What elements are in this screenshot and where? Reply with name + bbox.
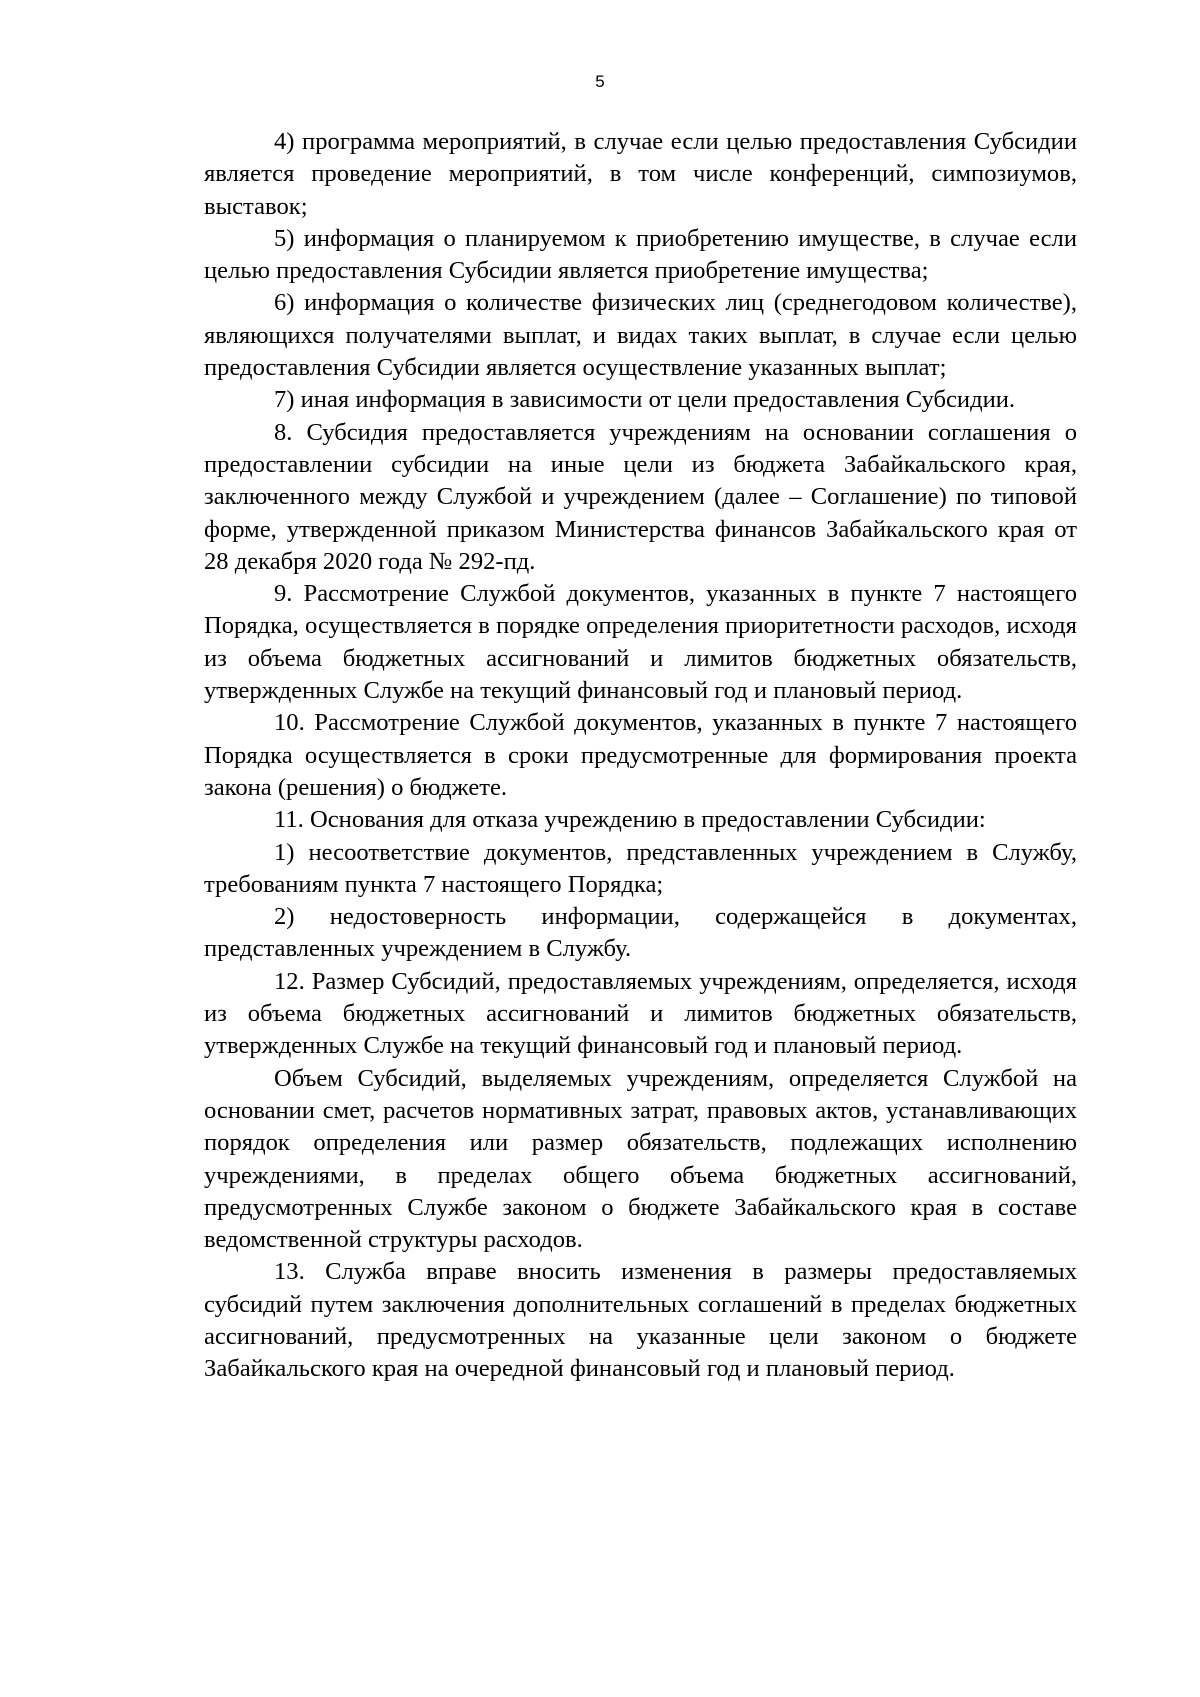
paragraph-item-4: 4) программа мероприятий, в случае если целью предоставления Субсидии является проведение мероприятий, в том числе конференций, симпозиумов, выставок; [204, 128, 1077, 220]
paragraph-item-6: 6) информация о количестве физических лиц (среднегодовом количестве), являющихся получателями выплат, и видах таких выплат, в случае если целью предоставления Субсидии является осуществление указанных выплат; [204, 289, 1077, 382]
paragraph-item-7: 7) иная информация в зависимости от цели предоставления Субсидии. [274, 386, 1016, 414]
paragraph-clause-8: 8. Субсидия предоставляется учреждениям на основании соглашения о предоставлении субсидии на иные цели из бюджета Забайкальского края, заключенного между Службой и учреждением (далее – Соглашение) по типовой форме, утвержденной приказом Министерства финансов Забайкальского края от 28 декабря 2020 года № 292-пд. [204, 418, 1077, 575]
page-number: 5 [595, 72, 605, 91]
paragraph-clause-12: 12. Размер Субсидий, предоставляемых учреждениям, определяется, исходя из объема бюджетных ассигнований и лимитов бюджетных обязательств, утвержденных Службе на текущий финансовый год и плановый период. [204, 967, 1077, 1060]
paragraph-clause-11-item-1: 1) несоответствие документов, представленных учреждением в Службу, требованиям пункта 7 настоящего Порядка; [204, 838, 1077, 898]
document-body [204, 126, 1077, 1386]
paragraph-clause-12-volume: Объем Субсидий, выделяемых учреждениям, определяется Службой на основании смет, расчетов нормативных затрат, правовых актов, устанавливающих порядок определения или размер обязательств, подлежащих исполнению учреждениями, в пределах общего объема бюджетных ассигнований, предусмотренных Службе законом о бюджете Забайкальского края в составе ведомственной структуры расходов. [204, 1064, 1077, 1254]
paragraph-clause-11: 11. Основания для отказа учреждению в предоставлении Субсидии: [274, 806, 986, 834]
paragraph-clause-11-item-2: 2) недостоверность информации, содержащейся в документах, представленных учреждением в Службу. [204, 903, 1077, 963]
paragraph-clause-13: 13. Служба вправе вносить изменения в размеры предоставляемых субсидий путем заключения дополнительных соглашений в пределах бюджетных ассигнований, предусмотренных на указанные цели законом о бюджете Забайкальского края на очередной финансовый год и плановый период. [204, 1258, 1077, 1383]
paragraph-clause-10: 10. Рассмотрение Службой документов, указанных в пункте 7 настоящего Порядка осуществляется в сроки предусмотренные для формирования проекта закона (решения) о бюджете. [204, 709, 1077, 801]
paragraph-item-5: 5) информация о планируемом к приобретению имуществе, в случае если целью предоставления Субсидии является приобретение имущества; [204, 224, 1077, 285]
paragraph-clause-9: 9. Рассмотрение Службой документов, указанных в пункте 7 настоящего Порядка, осуществляется в порядке определения приоритетности расходов, исходя из объема бюджетных ассигнований и лимитов бюджетных обязательств, утвержденных Службе на текущий финансовый год и плановый период. [204, 580, 1077, 705]
